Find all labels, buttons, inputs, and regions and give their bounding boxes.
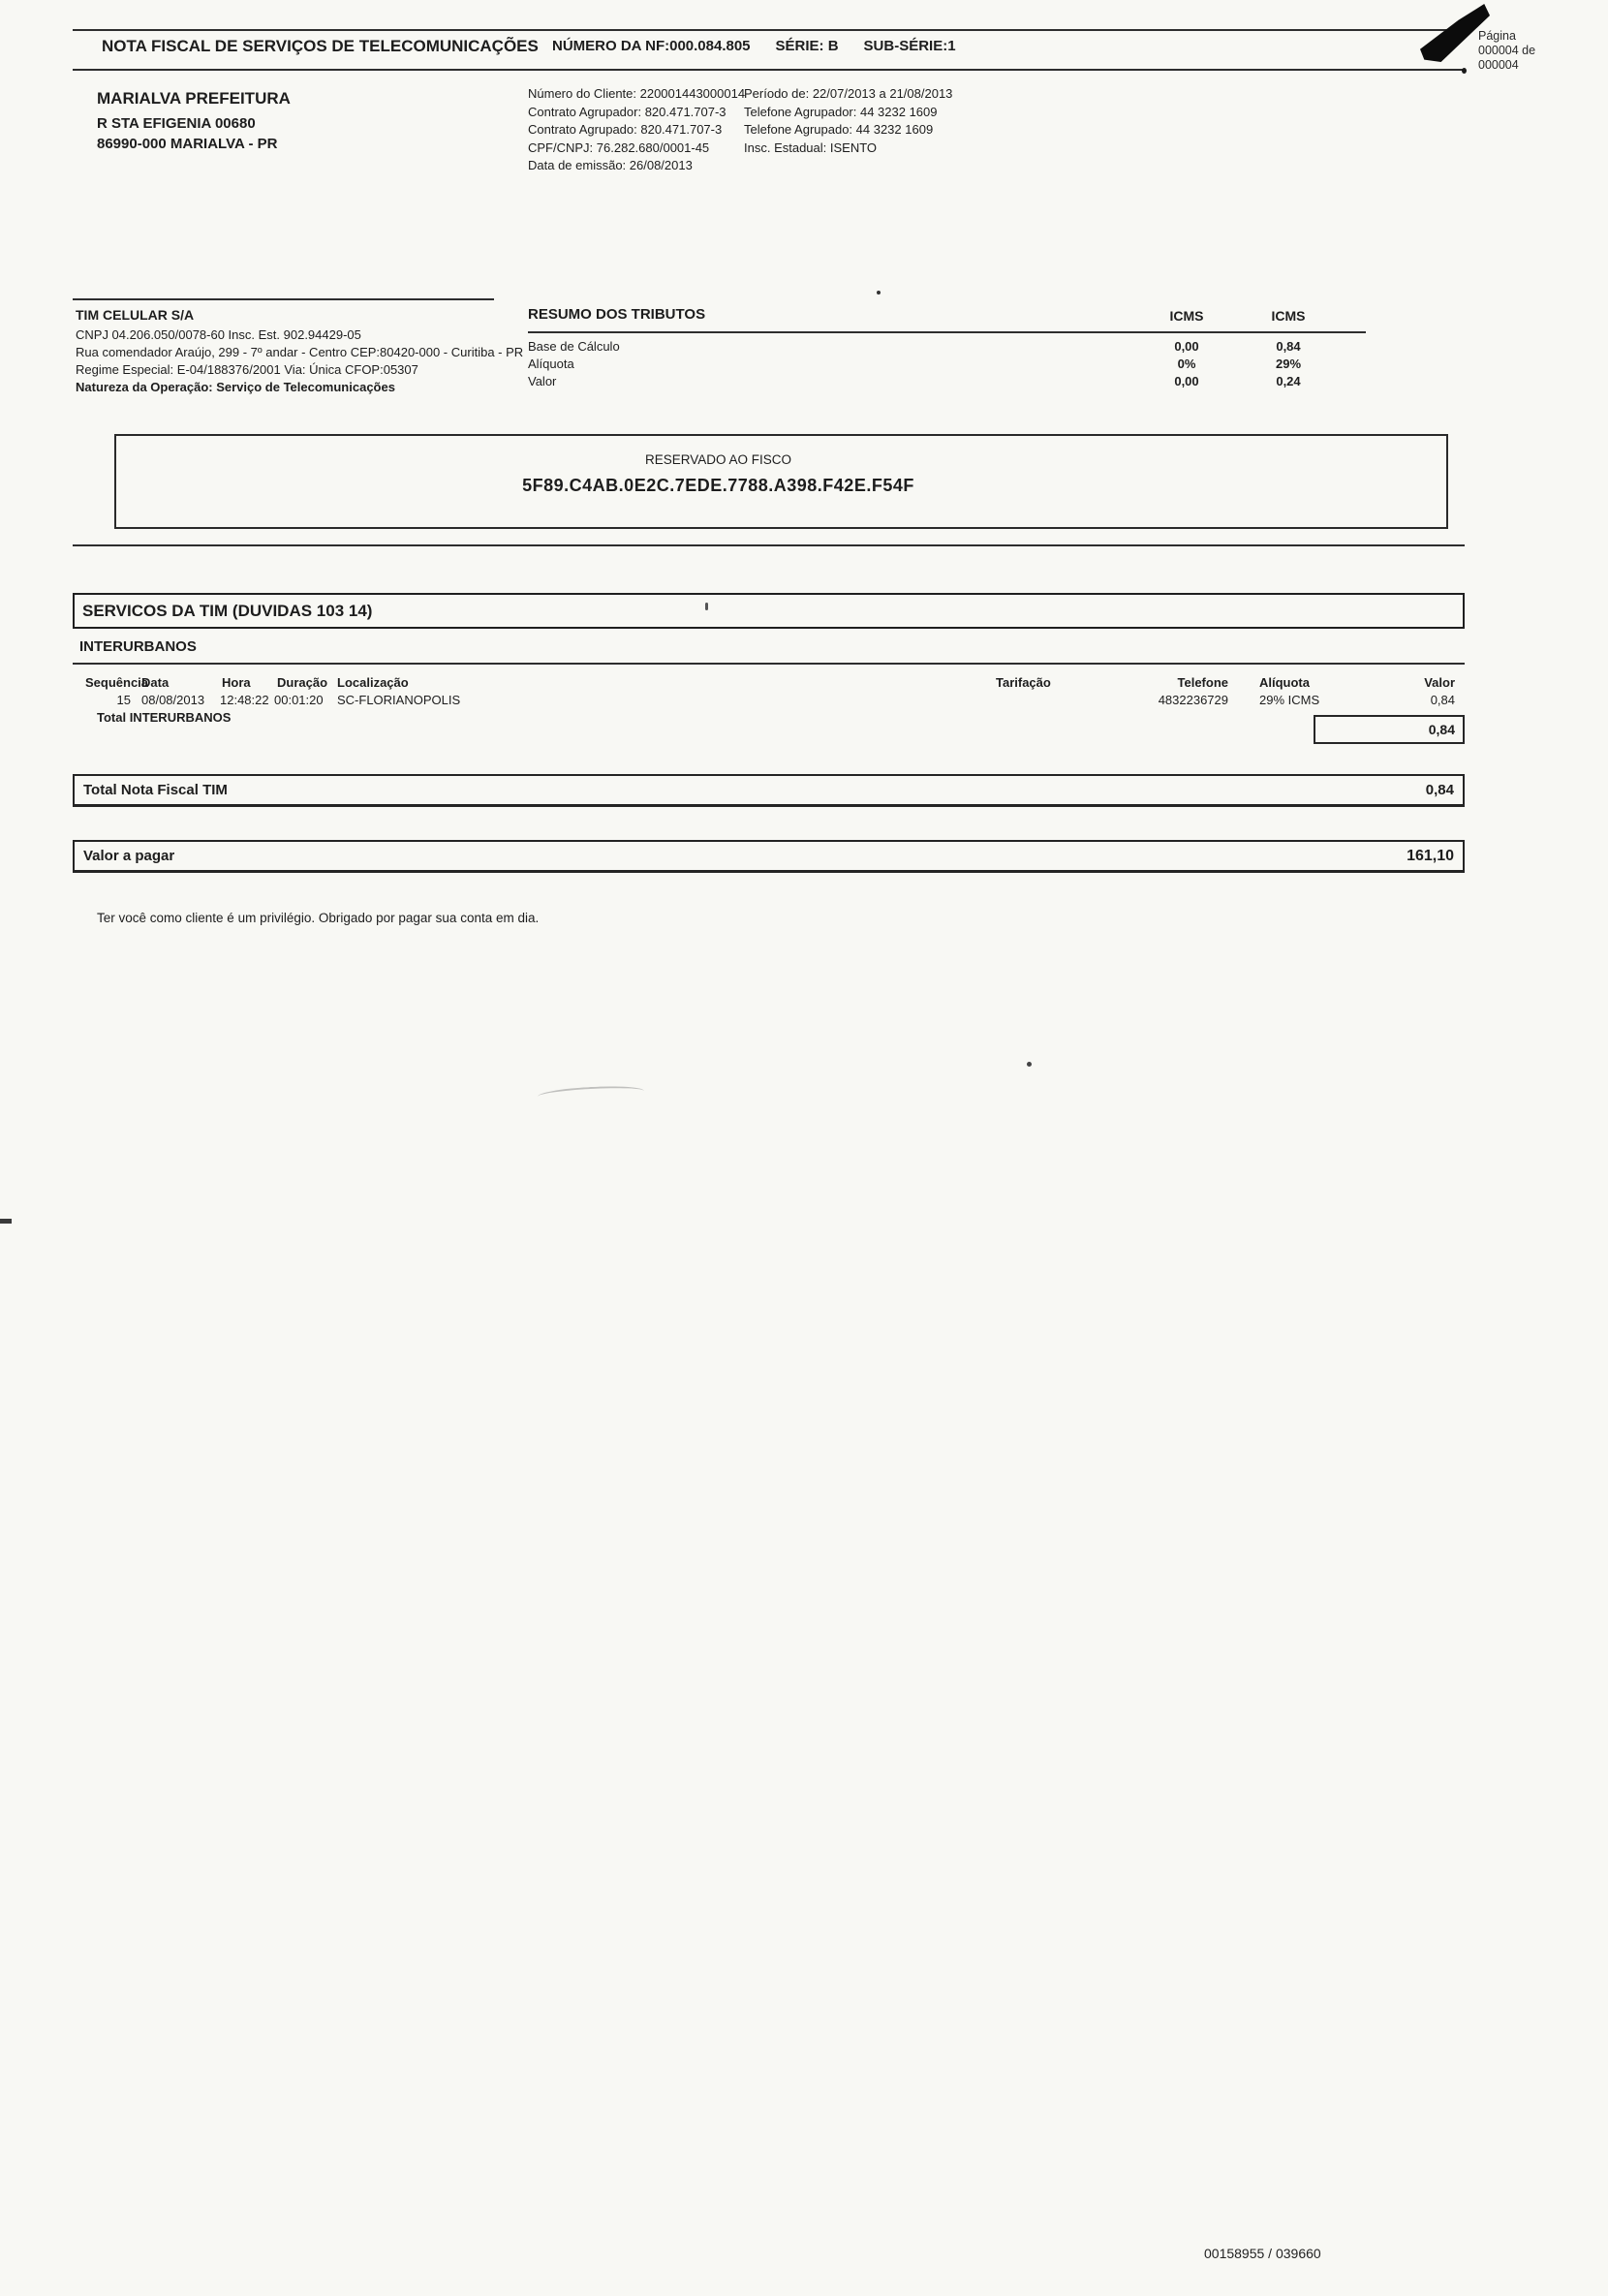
cpf-cnpj: CPF/CNPJ: 76.282.680/0001-45: [528, 140, 710, 155]
periodo: Período de: 22/07/2013 a 21/08/2013: [744, 86, 953, 101]
fisco-box: [114, 434, 1448, 529]
fisco-section-rule: [73, 544, 1465, 546]
cell-data: 08/08/2013: [141, 693, 205, 707]
col-header-localizacao: Localização: [337, 675, 409, 690]
cell-localizacao: SC-FLORIANOPOLIS: [337, 693, 461, 707]
tax-col-icms1: ICMS: [1169, 308, 1204, 324]
page-number-block: [1478, 29, 1535, 73]
valor-a-pagar-label: Valor a pagar: [83, 848, 175, 864]
total-nota-fiscal-label: Total Nota Fiscal TIM: [83, 782, 228, 798]
col-header-data: Data: [141, 675, 170, 690]
col-header-tarifacao: Tarifação: [996, 675, 1051, 690]
invoice-number-line: [552, 38, 981, 54]
col-header-telefone: Telefone: [1177, 675, 1228, 690]
customer-name: MARIALVA PREFEITURA: [97, 89, 291, 108]
scan-ink-dot: [1462, 68, 1467, 74]
cell-duracao: 00:01:20: [274, 693, 324, 707]
tax-row-value2: 29%: [1275, 357, 1302, 371]
client-number: Número do Cliente: 220001443000014: [528, 86, 746, 101]
data-emissao: Data de emissão: 26/08/2013: [528, 158, 693, 172]
tax-row-value2: 0,84: [1276, 339, 1301, 354]
header-rule-bottom: [73, 69, 1465, 71]
contrato-agrupado: Contrato Agrupado: 820.471.707-3: [528, 122, 723, 137]
provider-cnpj: CNPJ 04.206.050/0078-60 Insc. Est. 902.94429-05: [76, 327, 361, 342]
provider-name: TIM CELULAR S/A: [76, 307, 195, 323]
tax-row-value1: 0%: [1177, 357, 1196, 371]
tax-row-value1: 0,00: [1174, 374, 1199, 388]
provider-rule: [73, 298, 494, 300]
client-details-right: [744, 85, 952, 157]
fisco-code: 5F89.C4AB.0E2C.7EDE.7788.A398.F42E.F54F: [522, 476, 914, 495]
nf-number: NÚMERO DA NF:000.084.805: [552, 38, 751, 54]
customer-address-line1: R STA EFIGENIA 00680: [97, 115, 256, 132]
scan-speck: [1027, 1062, 1032, 1067]
cell-hora: 12:48:22: [220, 693, 269, 707]
total-nota-fiscal-box: [73, 774, 1465, 807]
tax-row-label: Base de Cálculo: [528, 339, 620, 354]
provider-regime: Regime Especial: E-04/188376/2001 Via: Única CFOP:05307: [76, 362, 418, 377]
group-total-label: Total INTERURBANOS: [97, 710, 232, 725]
page-number: 000004 de: [1478, 44, 1536, 57]
col-header-aliquota: Alíquota: [1259, 675, 1310, 690]
cell-valor: 0,84: [1430, 693, 1455, 707]
col-header-sequencia: Sequência: [85, 675, 149, 690]
customer-address-line2: 86990-000 MARIALVA - PR: [97, 136, 278, 152]
group-total-value: 0,84: [1428, 722, 1455, 737]
tax-row-label: Valor: [528, 374, 557, 388]
contrato-agrupador: Contrato Agrupador: 820.471.707-3: [528, 104, 727, 119]
scan-speck: [0, 1219, 12, 1224]
scan-speck: [705, 603, 708, 610]
scan-smudge: [538, 1084, 645, 1103]
document-title: NOTA FISCAL DE SERVIÇOS DE TELECOMUNICAÇÕES: [102, 37, 539, 55]
document-control-number: 00158955 / 039660: [1204, 2246, 1321, 2261]
page-total: 000004: [1478, 58, 1519, 72]
page-label: Página: [1478, 29, 1516, 43]
provider-natureza: Natureza da Operação: Serviço de Telecomunicações: [76, 380, 395, 394]
tax-summary-rule: [528, 331, 1366, 333]
cell-telefone: 4832236729: [1158, 693, 1228, 707]
tax-row-value1: 0,00: [1174, 339, 1199, 354]
cell-sequencia: 15: [116, 693, 131, 707]
cell-aliquota: 29% ICMS: [1259, 693, 1320, 707]
fisco-label: RESERVADO AO FISCO: [644, 452, 792, 467]
col-header-duracao: Duração: [277, 675, 328, 690]
tax-row-label: Alíquota: [528, 357, 574, 371]
header-rule-top: [73, 29, 1465, 31]
provider-block: [76, 306, 523, 396]
total-nota-fiscal-value: 0,84: [1425, 782, 1454, 798]
scan-speck: [877, 291, 881, 295]
services-group-rule: [73, 663, 1465, 665]
nf-subserie: SUB-SÉRIE:1: [863, 38, 956, 54]
services-group-title: INTERURBANOS: [79, 638, 197, 655]
customer-block: [97, 89, 291, 154]
tax-col-icms2: ICMS: [1271, 308, 1306, 324]
thank-you-message: Ter você como cliente é um privilégio. Obrigado por pagar sua conta em dia.: [97, 911, 540, 925]
inscricao-estadual: Insc. Estadual: ISENTO: [744, 140, 878, 155]
valor-a-pagar-value: 161,10: [1407, 847, 1454, 864]
group-total-box: [1314, 715, 1465, 744]
tax-row-value2: 0,24: [1276, 374, 1301, 388]
telefone-agrupador: Telefone Agrupador: 44 3232 1609: [744, 104, 938, 119]
telefone-agrupado: Telefone Agrupado: 44 3232 1609: [744, 122, 934, 137]
col-header-valor: Valor: [1424, 675, 1455, 690]
valor-a-pagar-box: [73, 840, 1465, 873]
services-section-header: SERVICOS DA TIM (DUVIDAS 103 14): [73, 593, 1465, 629]
client-details-left: [528, 85, 745, 175]
col-header-hora: Hora: [222, 675, 251, 690]
nf-serie: SÉRIE: B: [775, 38, 839, 54]
tax-summary-title: RESUMO DOS TRIBUTOS: [528, 306, 706, 323]
provider-address: Rua comendador Araújo, 299 - 7º andar - Centro CEP:80420-000 - Curitiba - PR: [76, 345, 524, 359]
